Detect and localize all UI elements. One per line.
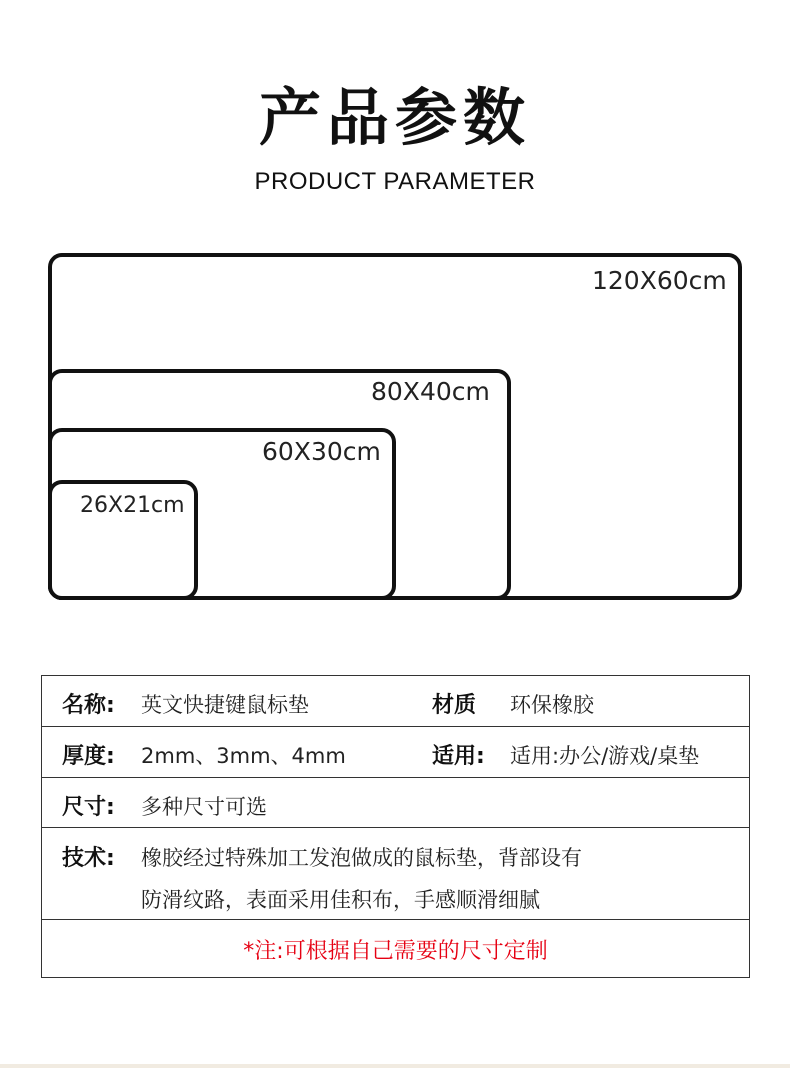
usage-value: 适用:办公/游戏/桌垫 [510, 744, 700, 768]
name-label: 名称: [62, 693, 115, 718]
parameter-table [41, 675, 750, 978]
page-subtitle: PRODUCT PARAMETER [254, 168, 536, 195]
custom-size-note: *注:可根据自己需要的尺寸定制 [243, 939, 548, 964]
name-value: 英文快捷键鼠标垫 [141, 693, 309, 717]
tech-label: 技术: [62, 846, 115, 871]
tech-line-1: 橡胶经过特殊加工发泡做成的鼠标垫，背部设有 [141, 846, 582, 870]
thickness-label: 厚度: [62, 744, 115, 769]
table-row-note [42, 920, 749, 977]
size-value: 多种尺寸可选 [141, 795, 267, 819]
size-label-120x60: 120X60cm [592, 266, 727, 295]
table-row-size [42, 778, 749, 828]
size-label: 尺寸: [62, 795, 115, 820]
bottom-divider [0, 1064, 790, 1068]
size-label-26x21: 26X21cm [80, 493, 185, 518]
table-row-name [42, 676, 749, 727]
size-label-80x40: 80X40cm [371, 377, 490, 406]
usage-label: 适用: [432, 744, 485, 769]
tech-line-2: 防滑纹路，表面采用佳积布，手感顺滑细腻 [141, 888, 540, 912]
size-label-60x30: 60X30cm [262, 437, 381, 466]
material-value: 环保橡胶 [510, 693, 594, 717]
thickness-value: 2mm、3mm、4mm [141, 744, 346, 768]
table-row-tech [42, 828, 749, 920]
table-row-thickness [42, 727, 749, 778]
page-title: 产品参数 [258, 81, 531, 154]
material-label: 材质 [432, 693, 477, 718]
